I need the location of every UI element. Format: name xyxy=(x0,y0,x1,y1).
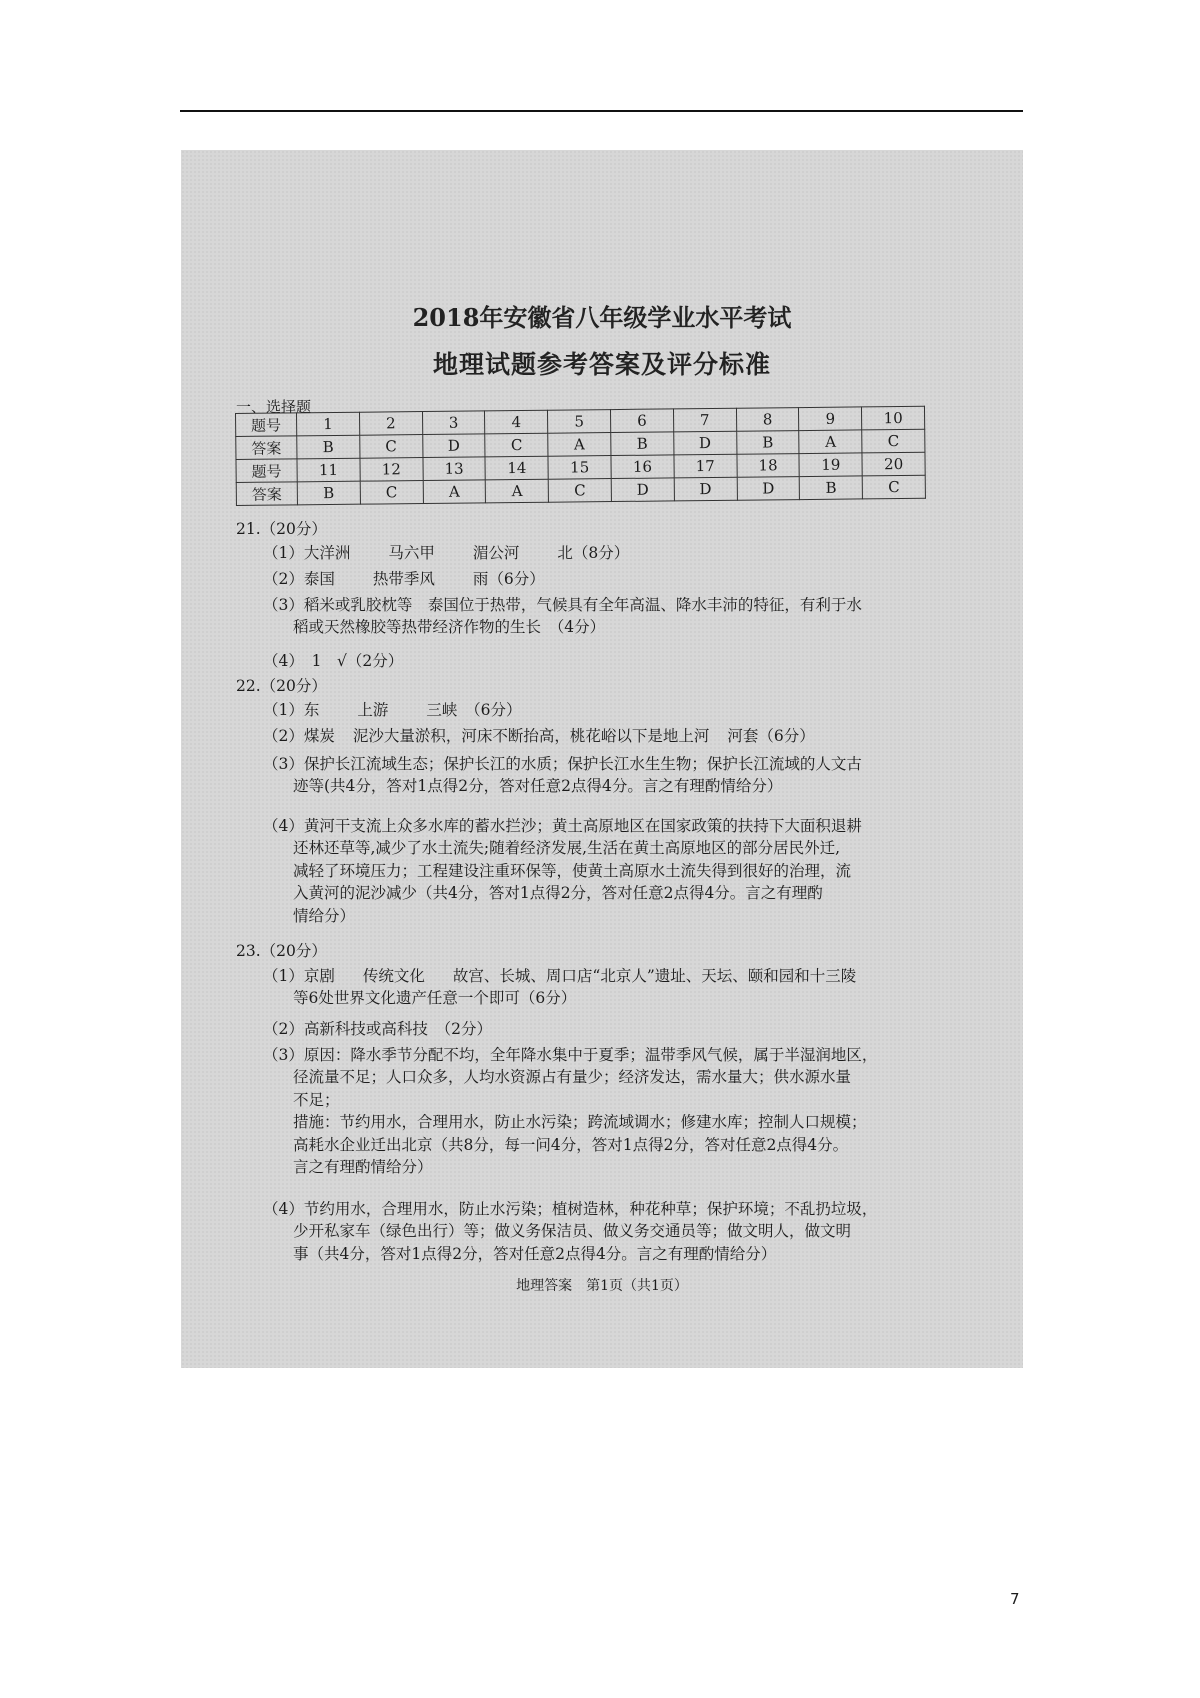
q21-part1 xyxy=(263,542,913,564)
table-cell: 答案 xyxy=(236,482,297,506)
q21-part3 xyxy=(263,594,913,639)
table-cell: 5 xyxy=(548,410,611,434)
table-cell: B xyxy=(297,481,360,505)
answer-text: 不足； xyxy=(293,1090,340,1109)
q22-part3 xyxy=(263,753,913,798)
answer-text: 稻或天然橡胶等热带经济作物的生长 （4分） xyxy=(293,618,606,637)
table-cell: 4 xyxy=(485,410,548,434)
table-cell: B xyxy=(611,432,674,456)
q22-part4 xyxy=(263,815,913,927)
answer-text: 迹等(共4分，答对1点得2分，答对任意2点得4分。言之有理酌情给分） xyxy=(293,777,783,796)
answer-text: 减轻了环境压力；工程建设注重环保等，使黄土高原水土流失得到很好的治理，流 xyxy=(293,861,852,880)
top-rule xyxy=(180,110,1023,112)
answer-table xyxy=(235,406,926,506)
exam-subtitle: 地理试题参考答案及评分标准 xyxy=(432,350,771,379)
answer-text: 河套（6分） xyxy=(727,727,815,745)
table-cell: C xyxy=(360,481,423,505)
q21-part4: （4） 1 √（2分） xyxy=(263,652,404,670)
table-cell: 8 xyxy=(736,408,799,432)
table-cell: A xyxy=(423,480,486,504)
table-cell: 题号 xyxy=(236,459,297,483)
answer-text: 湄公河 xyxy=(472,544,520,562)
table-cell: 11 xyxy=(297,458,360,482)
table-cell: C xyxy=(360,435,423,459)
table-cell: B xyxy=(736,431,799,455)
table-cell: C xyxy=(862,475,925,499)
q23-part4 xyxy=(263,1198,913,1265)
answer-text: （3）保护长江流域生态；保护长江的水质；保护长江水生生物；保护长江流域的人文古 xyxy=(263,755,862,773)
table-cell: C xyxy=(862,429,925,453)
table-cell: 16 xyxy=(611,455,674,479)
table-cell: C xyxy=(548,479,611,503)
q22-part2 xyxy=(263,725,943,747)
answer-text: 措施：节约用水，合理用水，防止水污染；跨流域调水；修建水库；控制人口规模； xyxy=(293,1113,867,1132)
table-cell: 19 xyxy=(799,453,862,477)
table-cell: D xyxy=(674,477,737,501)
sheet-footer: 地理答案 第1页（共1页） xyxy=(516,1278,688,1294)
table-cell: D xyxy=(611,478,674,502)
exam-title: 2018年安徽省八年级学业水平考试 xyxy=(412,303,792,332)
table-cell: 14 xyxy=(485,456,548,480)
table-cell: 13 xyxy=(423,457,486,481)
table-cell: A xyxy=(548,433,611,457)
answer-text: （4）黄河干支流上众多水库的蓄水拦沙；黄土高原地区在国家政策的扶持下大面积退耕 xyxy=(263,817,862,835)
table-cell: 15 xyxy=(548,456,611,480)
table-cell: 20 xyxy=(862,452,925,476)
answer-text: （1）东 xyxy=(263,701,320,719)
table-cell: B xyxy=(800,476,863,500)
section-label: 一、选择题 xyxy=(236,398,312,416)
q21-part2 xyxy=(263,568,913,590)
table-cell: 答案 xyxy=(236,436,297,460)
answer-text: 径流量不足；人口众多，人均水资源占有量少；经济发达，需水量大；供水源水量 xyxy=(293,1068,852,1087)
table-cell: A xyxy=(799,430,862,454)
answer-text: 言之有理酌情给分） xyxy=(293,1158,433,1177)
table-cell: 18 xyxy=(737,454,800,478)
answer-text: 还林还草等,减少了水土流失;随着经济发展,生活在黄土高原地区的部分居民外迁, xyxy=(293,839,841,858)
q23-part1 xyxy=(263,965,943,1010)
table-cell: 6 xyxy=(610,409,673,433)
answer-text: 等6处世界文化遗产任意一个即可（6分） xyxy=(293,989,577,1008)
answer-text: 雨（6分） xyxy=(472,570,545,588)
q23-part3 xyxy=(263,1044,913,1179)
answer-text: 泥沙大量淤积，河床不断抬高，桃花峪以下是地上河 xyxy=(352,727,710,745)
table-cell: 9 xyxy=(799,407,862,431)
table-cell: D xyxy=(674,431,737,455)
answer-text: （4）节约用水，合理用水，防止水污染；植树造林，种花种草；保护环境；不乱扔垃圾， xyxy=(263,1200,878,1218)
answer-text: 三峡 （6分） xyxy=(426,701,522,719)
table-cell: 17 xyxy=(674,454,737,478)
table-cell: 10 xyxy=(862,406,925,430)
answer-text: 事（共4分，答对1点得2分，答对任意2点得4分。言之有理酌情给分） xyxy=(293,1244,777,1263)
table-cell: 12 xyxy=(360,458,423,482)
table-cell: 2 xyxy=(359,412,422,436)
question-23-heading: 23.（20分） xyxy=(236,942,327,960)
answer-text: （2）泰国 xyxy=(263,570,335,588)
question-21-heading: 21.（20分） xyxy=(236,520,327,538)
page-number: 7 xyxy=(1010,1590,1020,1608)
answer-text: 北（8分） xyxy=(557,544,630,562)
table-cell: 题号 xyxy=(236,413,297,437)
table-cell: A xyxy=(486,479,549,503)
answer-text: （3）稻米或乳胶枕等 泰国位于热带，气候具有全年高温、降水丰沛的特征，有利于水 xyxy=(263,596,862,614)
q22-part1 xyxy=(263,699,913,721)
answer-text: 高耗水企业迁出北京（共8分，每一问4分，答对1点得2分，答对任意2点得4分。 xyxy=(293,1135,849,1154)
answer-text: 马六甲 xyxy=(388,544,435,562)
answer-text: 情给分） xyxy=(293,906,356,925)
answer-text: 上游 xyxy=(357,701,389,719)
table-cell: 7 xyxy=(673,408,736,432)
answer-text: 故宫、长城、周口店“北京人”遗址、天坛、颐和园和十三陵 xyxy=(452,967,857,985)
q23-part2: （2）高新科技或高科技 （2分） xyxy=(263,1020,492,1038)
answer-text: （3）原因：降水季节分配不均，全年降水集中于夏季；温带季风气候，属于半湿润地区， xyxy=(263,1046,878,1064)
answer-text: （1）京剧 xyxy=(263,967,335,985)
table-cell: D xyxy=(422,434,485,458)
table-cell: D xyxy=(737,477,800,501)
answer-text: 入黄河的泥沙减少（共4分，答对1点得2分，答对任意2点得4分。言之有理酌 xyxy=(293,884,823,903)
table-cell: 1 xyxy=(297,412,360,436)
answer-text: 少开私家车（绿色出行）等；做义务保洁员、做义务交通员等；做文明人，做文明 xyxy=(293,1222,852,1241)
answer-text: （2）煤炭 xyxy=(263,727,335,745)
answer-text: （1）大洋洲 xyxy=(263,544,351,562)
table-cell: B xyxy=(297,435,360,459)
table-cell: C xyxy=(485,433,548,457)
table-cell: 3 xyxy=(422,411,485,435)
question-22-heading: 22.（20分） xyxy=(236,677,327,695)
scanned-answer-sheet xyxy=(181,150,1023,1368)
answer-text: 热带季风 xyxy=(372,570,435,588)
answer-text: 传统文化 xyxy=(362,967,425,985)
